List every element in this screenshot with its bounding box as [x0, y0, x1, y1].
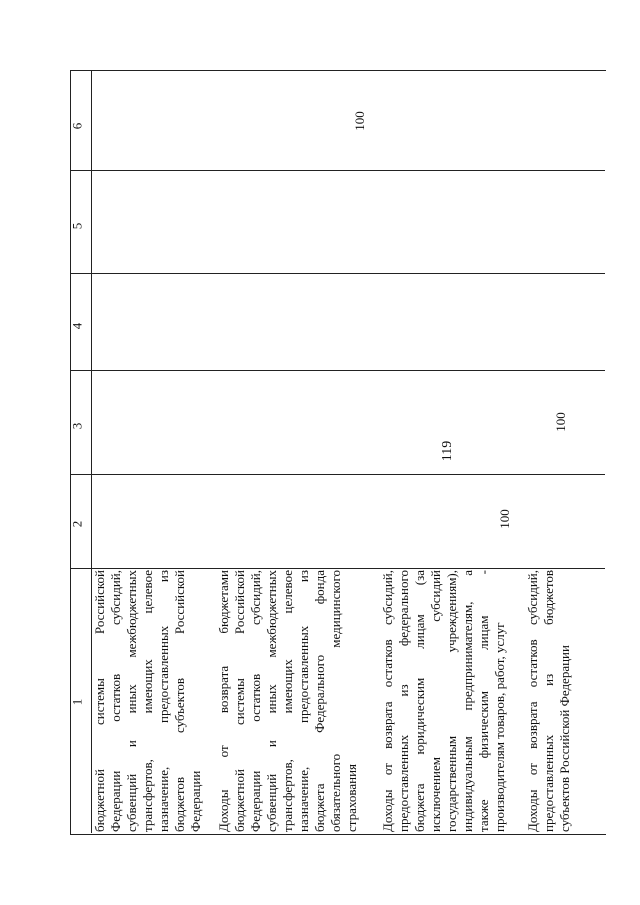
column-number-1: 1 [69, 698, 85, 706]
col-sep-5-6 [70, 170, 605, 171]
column-number-2: 2 [69, 520, 85, 528]
col-sep-2-3 [70, 474, 605, 475]
table-row-3-value-col2: 100 [496, 509, 512, 529]
table-row-1-description: бюджетной системы Российской Федерации остатков субсидий, субвенций и иных межбюджетных трансфертов, имеющих целевое назначение, предоставленных из бюджетов субъектов Российской Федерации [92, 570, 203, 832]
column-number-6: 6 [69, 122, 85, 130]
column-number-3: 3 [69, 422, 85, 430]
table-row-4-description: Доходы от возврата остатков субсидий, предоставленных из бюджетов субъектов Российской Федерации [525, 570, 572, 832]
table-row-2-value-col6: 100 [351, 111, 367, 131]
col-sep-3-4 [70, 370, 605, 371]
col-sep-1-2 [70, 568, 605, 569]
column-number-5: 5 [69, 222, 85, 230]
page-number: 119 [440, 440, 456, 462]
column-number-4: 4 [69, 322, 85, 330]
table-row-4-value-col3: 100 [552, 412, 568, 432]
table-row-2-description: Доходы от возврата бюджетами бюджетной системы Российской Федерации остатков субсидий, субвенций и иных межбюджетных трансфертов, имеющих целевое назначение, предоставленных из бюджета Федерального фонда обязательного медицинского страхования [216, 570, 359, 832]
col-sep-4-5 [70, 273, 605, 274]
table-row-3-description: Доходы от возврата остатков субсидий, предоставленных из федерального бюджета юридическим лицам (за исключением субсидий государственным учреждениям), индивидуальным предпринимателям, а также физическим лицам - производителям товаров, работ, услуг [380, 570, 507, 832]
